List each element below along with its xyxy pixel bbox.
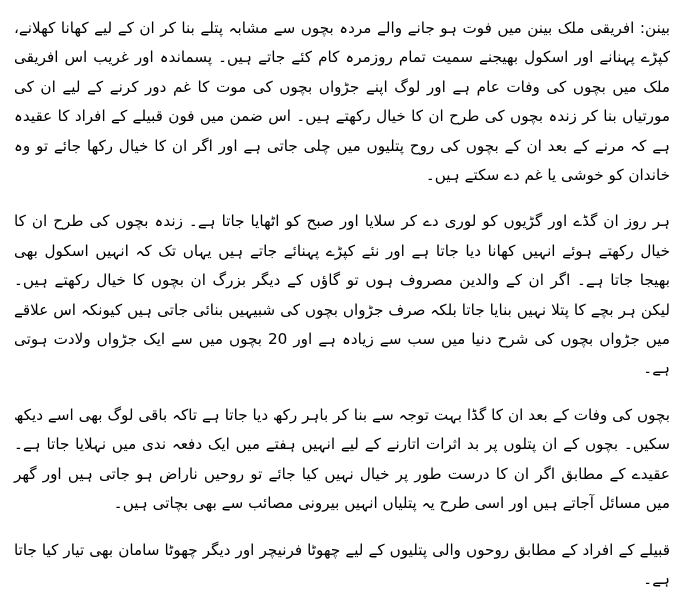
- article-paragraph-3: بچوں کی وفات کے بعد ان کا گڈا بہت توجہ سے بنا کر باہر رکھ دیا جاتا ہے تاکہ باقی لوگ بھی اسے دیکھ سکیں۔ بچوں کے ان پتلوں پر بد اثرات اتارنے کے لیے انہیں ہفتے میں ایک دفعہ ندی میں نہلایا جاتا ہے۔ عقیدے کے مطابق اگر ان کا درست طور پر خیال نہیں کیا جائے تو روحیں ناراض ہو جاتی ہیں اور گھر میں مسائل آجاتے ہیں اور اسی طرح یہ پتلیاں انہیں بیرونی مصائب سے بھی بچاتی ہیں۔: [14, 405, 670, 513]
- article-paragraph-4: قبیلے کے افراد کے مطابق روحوں والی پتلیوں کے لیے چھوٹا فرنیچر اور دیگر چھوٹا سامان بھی تیار کیا جاتا ہے۔: [14, 540, 670, 588]
- article-paragraph-2: ہر روز ان گڈے اور گڑیوں کو لوری دے کر سلایا اور صبح کو اٹھایا جاتا ہے۔ زندہ بچوں کی طرح ان کا خیال رکھتے ہوئے انہیں کھانا دیا جاتا ہے اور نئے کپڑے پہنائے جاتے ہیں یہاں تک کہ انہیں اسکول بھی بھیجا جاتا ہے۔ اگر ان کے والدین مصروف ہوں تو گاؤں کے دیگر بزرگ ان بچوں کا خیال رکھتے ہیں۔ لیکن ہر بچے کا پتلا نہیں بنایا جاتا بلکہ صرف جڑواں بچوں کی شبیہیں بنائی جاتی ہیں کیونکہ اس علاقے میں جڑواں بچوں کی شرح دنیا میں سب سے زیادہ ہے اور 20 بچوں میں سے ایک جڑواں ولادت ہوتی ہے۔: [14, 212, 670, 378]
- article-paragraph-1: بینن: افریقی ملک بینن میں فوت ہو جانے والے مردہ بچوں سے مشابہ پتلے بنا کر ان کے لیے کھانا کھلانے، کپڑے پہنانے اور اسکول بھیجنے سمیت تمام روزمرہ کام کئے جاتے ہیں۔ پسماندہ اور غریب اس افریقی ملک میں بچوں کی وفات عام ہے اور لوگ اپنے جڑواں بچوں کی موت کا غم دور کرنے کے لیے ان کی مورتیاں بنا کر زندہ بچوں کی طرح ان کا خیال رکھتے ہیں۔ اس ضمن میں فون قبیلے کے افراد کا عقیدہ ہے کہ مرنے کے بعد ان کے بچوں کی روح پتلیوں میں چلی جاتی ہے اور اگر ان کا خیال رکھا جائے تو وہ خاندان کو خوشی یا غم دے سکتے ہیں۔: [14, 19, 670, 185]
- article-body: [14, 14, 670, 594]
